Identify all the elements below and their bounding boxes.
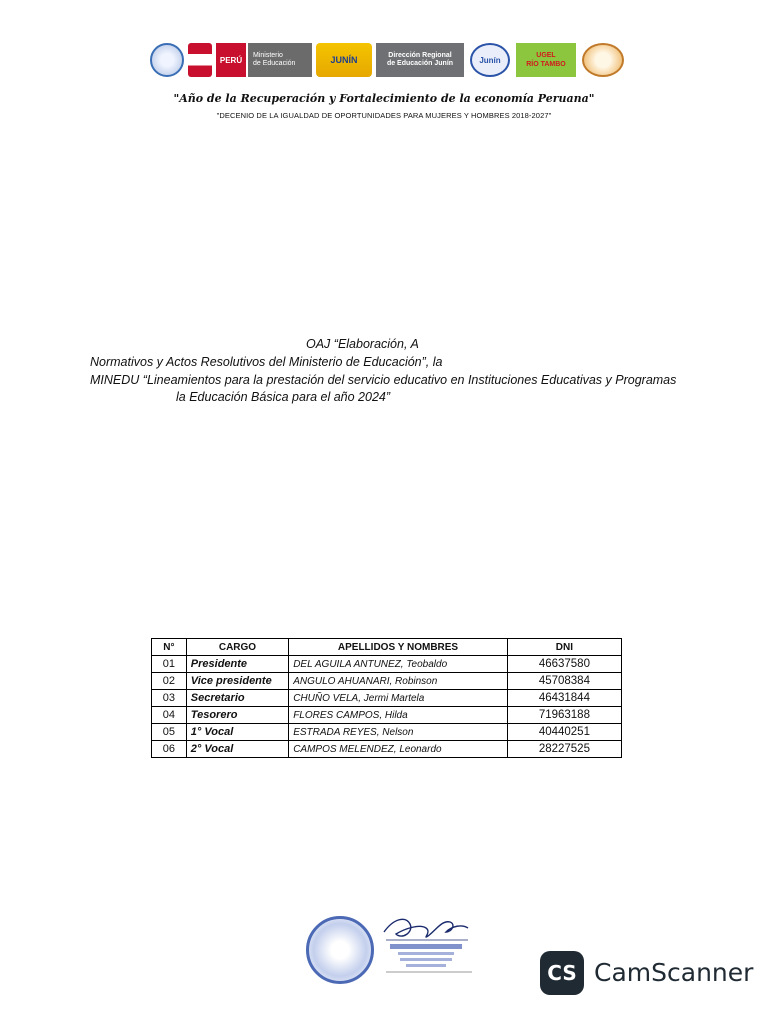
header-cargo: CARGO	[186, 639, 288, 656]
committee-table	[151, 638, 622, 758]
header-name: APELLIDOS Y NOMBRES	[289, 639, 508, 656]
row-name: ANGULO AHUANARI, Robinson	[289, 673, 508, 690]
junin-badge-logo: Junín	[470, 43, 510, 77]
row-no: 06	[152, 741, 187, 758]
handwritten-signature	[376, 910, 476, 980]
row-dni: 71963188	[507, 707, 621, 724]
row-name: CHUÑO VELA, Jermi Martela	[289, 690, 508, 707]
row-no: 04	[152, 707, 187, 724]
peru-logo: PERÚ	[216, 43, 246, 77]
junin-region-logo: JUNÍN	[316, 43, 372, 77]
minedu-logo-line2: de Educación	[253, 60, 296, 67]
ugel-logo	[516, 43, 576, 77]
row-cargo: 2° Vocal	[186, 741, 288, 758]
decade-motto: "DECENIO DE LA IGUALDAD DE OPORTUNIDADES PARA MUJERES Y HOMBRES 2018-2027"	[216, 111, 552, 120]
table-header-row	[152, 639, 622, 656]
body-line-2: Normativos y Actos Resolutivos del Ministerio de Educación”, la	[90, 355, 443, 369]
camscanner-logo-icon: CS	[540, 951, 584, 995]
table-row	[152, 673, 622, 690]
row-dni: 28227525	[507, 741, 621, 758]
table-row	[152, 741, 622, 758]
minedu-logo-line1: Ministerio	[253, 52, 283, 59]
signature-stamp-area	[306, 910, 476, 980]
header-dni: DNI	[507, 639, 621, 656]
row-cargo: Vice presidente	[186, 673, 288, 690]
table-row	[152, 707, 622, 724]
year-motto: "Año de la Recuperación y Fortalecimiento de la economía Peruana"	[173, 92, 595, 105]
dre-logo-line1: Dirección Regional	[388, 52, 452, 59]
row-cargo: Tesorero	[186, 707, 288, 724]
row-name: CAMPOS MELENDEZ, Leonardo	[289, 741, 508, 758]
ugel-logo-line2: RÍO TAMBO	[526, 61, 566, 68]
ugel-logo-line1: UGEL	[536, 52, 556, 59]
body-line-1: OAJ “Elaboración, A	[306, 337, 419, 351]
minedu-logo	[248, 43, 312, 77]
institution-seal-logo	[150, 43, 184, 77]
row-dni: 40440251	[507, 724, 621, 741]
official-seal-stamp	[306, 916, 374, 984]
header-no: N°	[152, 639, 187, 656]
row-no: 03	[152, 690, 187, 707]
dre-logo-line2: de Educación Junín	[386, 60, 454, 67]
row-name: DEL AGUILA ANTUNEZ, Teobaldo	[289, 656, 508, 673]
row-cargo: 1° Vocal	[186, 724, 288, 741]
row-dni: 46637580	[507, 656, 621, 673]
body-line-4: la Educación Básica para el año 2024”	[176, 390, 391, 404]
row-no: 02	[152, 673, 187, 690]
dre-junin-logo	[376, 43, 464, 77]
body-line-3: MINEDU “Lineamientos para la prestación del servicio educativo en Instituciones Educativas y Programas	[90, 373, 677, 387]
row-dni: 46431844	[507, 690, 621, 707]
row-name: ESTRADA REYES, Nelson	[289, 724, 508, 741]
camscanner-brand-text: CamScanner	[594, 958, 754, 987]
row-cargo: Presidente	[186, 656, 288, 673]
row-no: 05	[152, 724, 187, 741]
row-dni: 45708384	[507, 673, 621, 690]
row-name: FLORES CAMPOS, Hilda	[289, 707, 508, 724]
table-row	[152, 656, 622, 673]
row-no: 01	[152, 656, 187, 673]
table-row	[152, 724, 622, 741]
row-cargo: Secretario	[186, 690, 288, 707]
school-emblem-logo	[582, 43, 624, 77]
table-row	[152, 690, 622, 707]
logo-strip	[150, 40, 626, 80]
peru-shield-logo	[188, 43, 212, 77]
